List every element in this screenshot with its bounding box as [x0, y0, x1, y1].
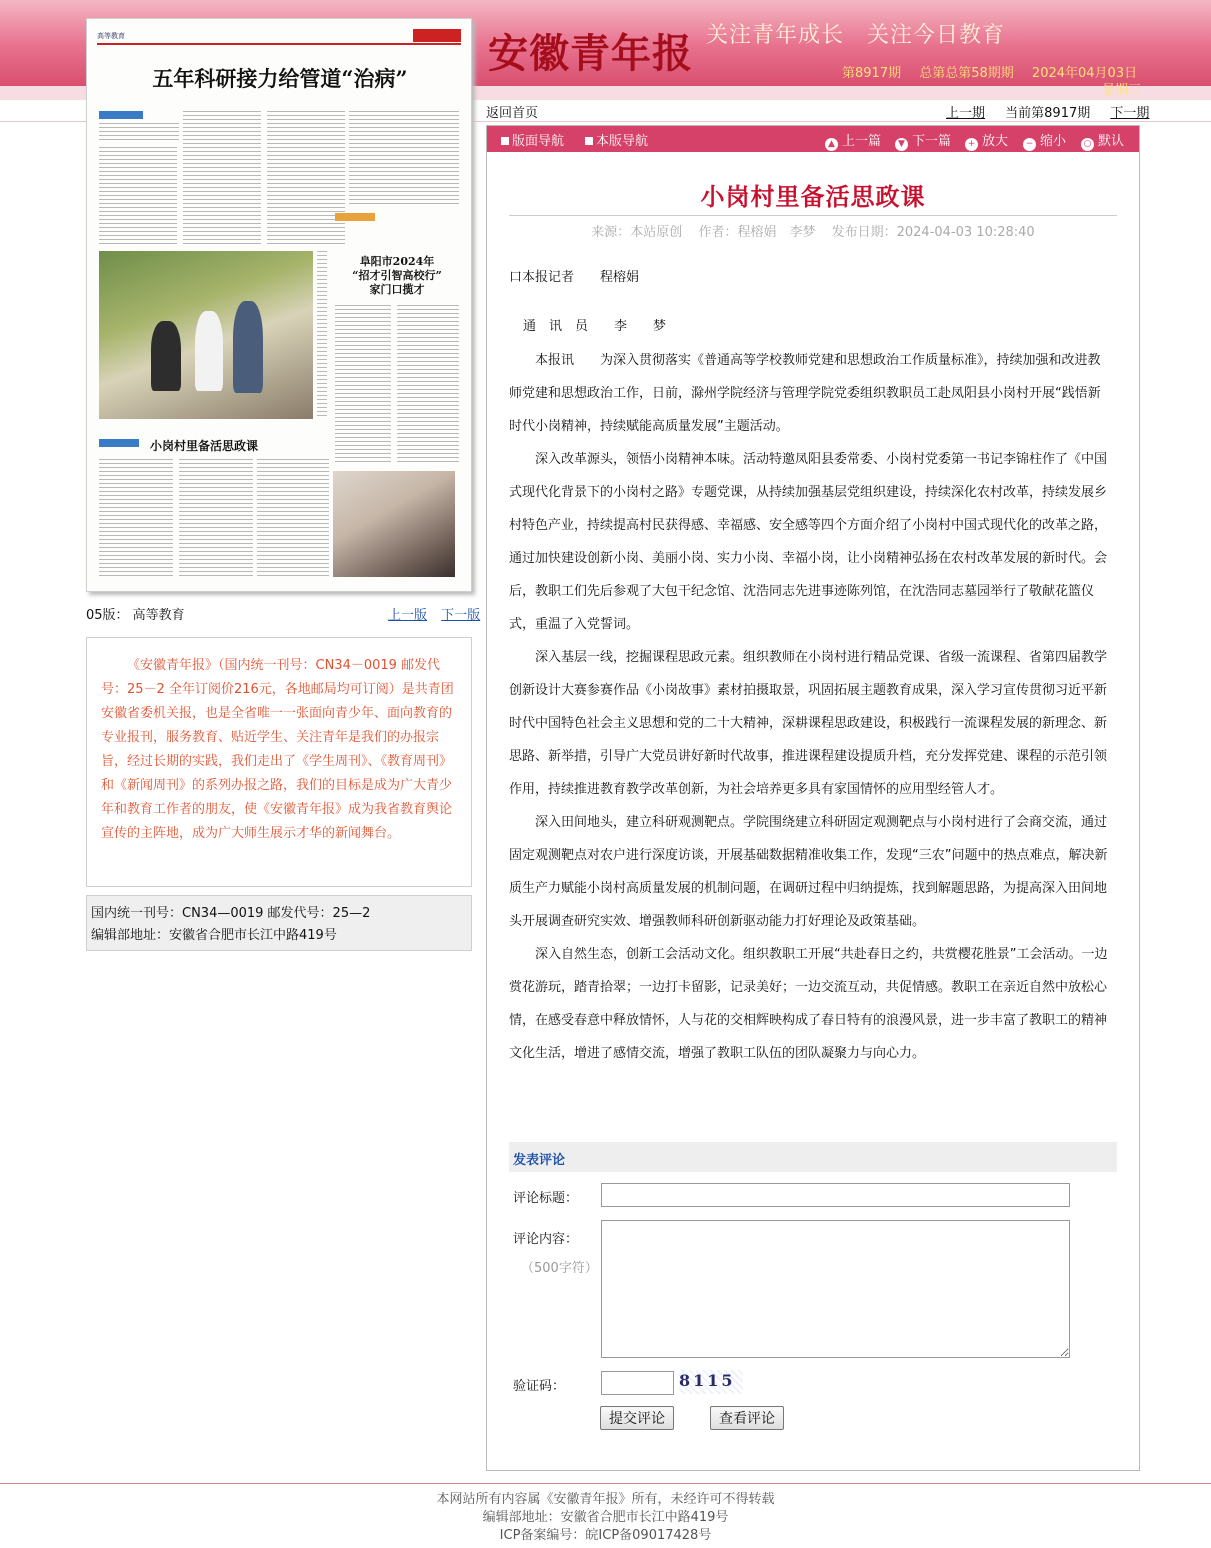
newspaper-info-box — [86, 895, 472, 951]
article-source: 来源：本站原创 — [591, 225, 683, 240]
square-icon — [585, 137, 593, 145]
article-meta — [487, 221, 1139, 240]
zoom-in-button[interactable]: + 放大 — [965, 130, 1008, 151]
thumbnail-text-column — [317, 251, 327, 419]
page-navigation — [378, 604, 480, 623]
thumbnail-photo-recruitment — [333, 471, 455, 577]
title-divider — [509, 215, 1117, 216]
article-toolbar — [487, 126, 1139, 152]
square-icon — [501, 137, 509, 145]
captcha-image[interactable]: 8115 — [679, 1370, 743, 1394]
submit-comment-button[interactable]: 提交评论 — [600, 1406, 674, 1430]
captcha-label: 验证码： — [513, 1379, 566, 1394]
newspaper-page-thumbnail[interactable] — [86, 18, 472, 592]
icp-number[interactable]: ICP备案编号：皖ICP备09017428号 — [499, 1528, 712, 1543]
footer-address: 编辑部地址：安徽省合肥市长江中路419号 — [482, 1510, 729, 1525]
thumbnail-text-column — [183, 111, 261, 247]
thumbnail-byline-lines — [99, 123, 179, 143]
comment-title-input[interactable] — [601, 1183, 1070, 1207]
newspaper-intro-text: 《安徽青年报》（国内统一刊号：CN34－0019 邮发代号：25－2 全年订阅价216元，各地邮局均可订阅）是共青团安徽省委机关报，也是全省唯一一张面向青少年、面向教育的专业报刊，服务教育、贴近学生、关注青年是我们的办报宗旨，经过长期的实践，我们走出了《学生周刊》、《教育周刊》和《新闻周刊》的系列办报之路，我们的目标是成为广大青少年和教育工作者的朋友，使《安徽青年报》成为我省教育舆论宣传的主阵地，成为广大师生展示才华的新闻舞台。 — [101, 658, 454, 841]
article-panel — [486, 125, 1140, 1471]
article-date: 发布日期：2024-04-03 10:28:40 — [831, 225, 1035, 240]
article-author: 作者：程榕娟 李梦 — [698, 225, 816, 240]
thumbnail-text-column — [397, 305, 459, 465]
article-paragraph: 深入自然生态，创新工会活动文化。组织教职工开展“共赴春日之约，共赏樱花胜景”工会活动。一边赏花游玩，踏青拾翠；一边打卡留影，记录美好；一边交流互动，共促情感。教职工在亲近自然中放松心情，在感受春意中释放情怀，人与花的交相辉映构成了春日特有的浪漫风景，进一步丰富了教职工的精神文化生活，增进了感情交流，增强了教职工队伍的团队凝聚力与向心力。 — [509, 947, 1108, 1061]
article-paragraph: 深入基层一线，挖掘课程思政元素。组织教师在小岗村进行精品党课、省级一流课程、省第四届教学创新设计大赛参赛作品《小岗故事》素材拍摄取景，巩固拓展主题教育成果，深入学习宣传贯彻习近平新时代中国特色社会主义思想和党的二十大精神，深耕课程思政建设，积极践行一流课程发展的新理念、新思路、新举措，引导广大党员讲好新时代故事，推进课程建设提质升档，充分发挥党建、课程的示范引领作用，持续推进教育教学改革创新，为社会培养更多具有家国情怀的应用型经管人才。 — [509, 650, 1108, 797]
footer-divider — [0, 1483, 1211, 1484]
captcha-input[interactable] — [601, 1371, 674, 1395]
page-nav-tab[interactable]: 版面导航 — [501, 130, 564, 149]
article-byline-correspondent: 通 讯 员 李 梦 — [523, 319, 667, 334]
article-title: 小岗村里备活思政课 — [700, 183, 926, 211]
thumbnail-section: 高等教育 — [97, 32, 125, 40]
registration-number: 国内统一刊号：CN34—0019 邮发代号：25—2 — [91, 906, 371, 921]
thumbnail-tag — [99, 111, 143, 119]
comment-section-heading: 发表评论 — [509, 1142, 1117, 1172]
thumbnail-current-article-headline[interactable]: 小岗村里备活思政课 — [149, 439, 258, 453]
article-paragraph: 深入改革源头，领悟小岗精神本味。活动特邀凤阳县委常委、小岗村党委第一书记李锦柱作了《中国式现代化背景下的小岗村之路》专题党课，从持续加强基层党组织建设，持续深化农村改革，持续发展乡村特色产业，持续提高村民获得感、幸福感、安全感等四个方面介绍了小岗村中国式现代化的改革之路，通过加快建设创新小岗、美丽小岗、实力小岗、幸福小岗，让小岗精神弘扬在农村改革发展的新时代。会后，教职工们先后参观了大包干纪念馆、沈浩同志先进事迹陈列馆，在沈浩同志墓园举行了敬献花篮仪式，重温了入党誓词。 — [509, 452, 1108, 632]
thumbnail-text-column — [267, 111, 345, 247]
article-byline-reporter: 口本报记者 程榕娟 — [509, 270, 640, 285]
thumbnail-text-column — [335, 305, 391, 465]
thumbnail-page-badge — [413, 29, 461, 42]
arrow-up-icon: ▲ — [825, 138, 838, 151]
thumbnail-photo-field-research — [99, 251, 313, 419]
plus-icon: + — [965, 138, 978, 151]
editorial-address: 编辑部地址：安徽省合肥市长江中路419号 — [91, 928, 337, 943]
prev-page-link[interactable]: 上一版 — [388, 608, 428, 623]
next-issue-link[interactable]: 下一期 — [1110, 106, 1150, 121]
arrow-down-icon: ▼ — [895, 138, 908, 151]
site-slogan: 关注青年成长 关注今日教育 — [706, 23, 1006, 48]
default-size-button[interactable]: ○ 默认 — [1081, 130, 1124, 151]
article-paragraph: 深入田间地头，建立科研观测靶点。学院围绕建立科研固定观测靶点与小岗村进行了会商交流，通过固定观测靶点对农户进行深度访谈，开展基础数据精准收集工作，发现“三农”问题中的热点难点，解决新质生产力赋能小岗村高质量发展的机制问题，在调研过程中归纳提炼，找到解题思路，为提高深入田间地头开展调查研究实效、增强教师科研创新驱动能力打好理论及政策基础。 — [509, 815, 1108, 929]
issue-weekday: 星期三 — [1102, 83, 1142, 98]
minus-icon: − — [1023, 138, 1036, 151]
comment-content-textarea[interactable] — [601, 1220, 1070, 1358]
prev-issue-link[interactable]: 上一期 — [946, 106, 986, 121]
thumbnail-text-column — [179, 459, 253, 579]
comment-char-limit: （500字符） — [521, 1261, 598, 1276]
zoom-out-button[interactable]: − 缩小 — [1023, 130, 1066, 151]
thumbnail-text-column — [99, 459, 173, 579]
comment-content-label: 评论内容： — [513, 1232, 579, 1247]
current-issue-label: 当前第8917期 — [1005, 106, 1091, 121]
article-nav-tab[interactable]: 本版导航 — [585, 130, 648, 149]
issue-number: 第8917期 — [842, 66, 902, 81]
thumbnail-text-column — [257, 459, 329, 579]
thumbnail-text-column — [349, 111, 459, 207]
reset-icon: ○ — [1081, 138, 1094, 151]
copyright-notice: 本网站所有内容属《安徽青年报》所有，未经许可不得转载 — [436, 1492, 775, 1507]
total-issue: 总第总第58期期 — [919, 66, 1014, 81]
article-body — [509, 344, 1111, 1070]
thumbnail-tag — [335, 213, 375, 221]
prev-article-button[interactable]: ▲ 上一篇 — [825, 130, 881, 151]
thumbnail-headline[interactable]: 五年科研接力给管道“治病” — [152, 66, 408, 91]
comment-title-label: 评论标题： — [513, 1191, 579, 1206]
issue-date: 2024年04月03日 — [1031, 66, 1138, 81]
article-paragraph: 本报讯 为深入贯彻落实《普通高等学校教师党建和思想政治工作质量标准》，持续加强和改进教师党建和思想政治工作，日前，滁州学院经济与管理学院党委组织教职员工赴凤阳县小岗村开展“践悟新时代小岗精神，持续赋能高质量发展”主题活动。 — [509, 353, 1101, 434]
thumbnail-masthead — [97, 29, 461, 45]
back-home-link[interactable]: 返回首页 — [486, 106, 539, 121]
thumbnail-text-column — [99, 147, 177, 247]
site-logo[interactable]: 安徽青年报 — [488, 30, 693, 77]
next-page-link[interactable]: 下一版 — [441, 608, 481, 623]
next-article-button[interactable]: ▼ 下一篇 — [895, 130, 951, 151]
issue-navigation — [946, 102, 1149, 121]
newspaper-intro-box — [86, 637, 472, 887]
page-label: 05版： 高等教育 — [86, 608, 185, 623]
thumbnail-sub-headline[interactable]: 阜阳市2024年 “招才引智高校行” 家门口揽才 — [352, 255, 442, 296]
site-footer — [0, 1491, 1211, 1545]
view-comments-button[interactable]: 查看评论 — [710, 1406, 784, 1430]
